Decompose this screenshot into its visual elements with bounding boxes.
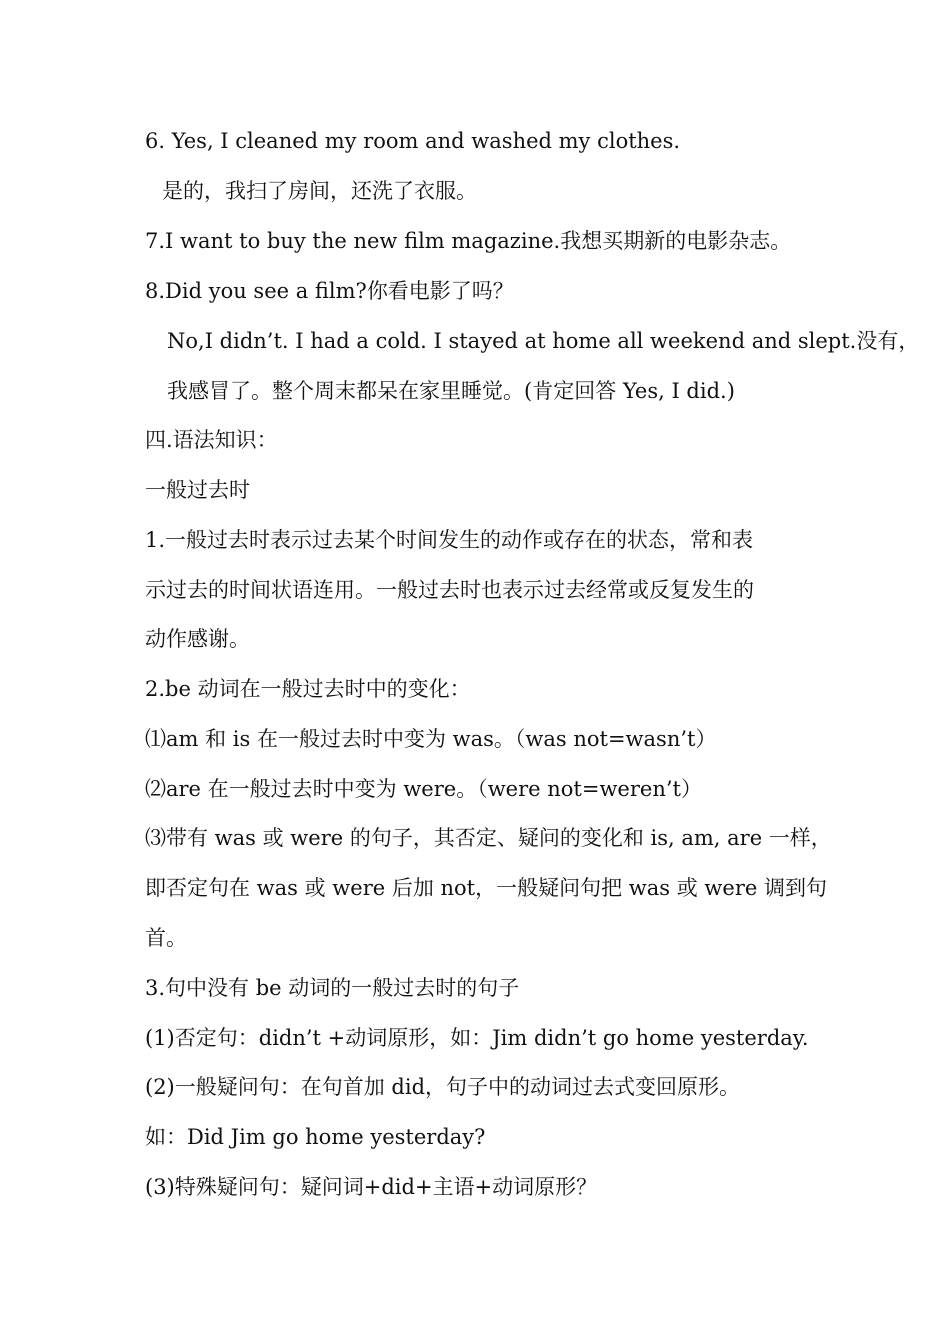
rule-general-question-example: 如：Did Jim go home yesterday? [145, 1125, 486, 1149]
paragraph-1-line-3: 动作感谢。 [145, 627, 250, 651]
line-example-8-answer: No,I didn’t. I had a cold. I stayed at home all weekend and slept.没有， [167, 329, 920, 353]
paragraph-2-heading: 2.be 动词在一般过去时中的变化： [145, 677, 471, 701]
rule-am-is: ⑴am 和 is 在一般过去时中变为 was。（was not=wasn’t） [145, 727, 717, 751]
rule-special-question: (3)特殊疑问句：疑问词+did+主语+动词原形？ [145, 1175, 598, 1199]
line-example-6-translation: 是的，我扫了房间，还洗了衣服。 [162, 179, 477, 203]
paragraph-1-line-1: 1.一般过去时表示过去某个时间发生的动作或存在的状态，常和表 [145, 528, 754, 552]
paragraph-3-heading: 3.句中没有 be 动词的一般过去时的句子 [145, 976, 520, 1000]
line-example-8: 8.Did you see a film?你看电影了吗？ [145, 279, 514, 303]
rule-was-were-line-2: 即否定句在 was 或 were 后加 not，一般疑问句把 was 或 were 调到句 [145, 876, 827, 900]
subheading-simple-past: 一般过去时 [145, 478, 250, 502]
rule-was-were-line-3: 首。 [145, 926, 187, 950]
rule-was-were-line-1: ⑶带有 was 或 were 的句子，其否定、疑问的变化和 is, am, are 一样， [145, 826, 832, 850]
rule-general-question: (2)一般疑问句：在句首加 did，句子中的动词过去式变回原形。 [145, 1075, 741, 1099]
line-example-6: 6. Yes, I cleaned my room and washed my clothes. [145, 129, 681, 153]
line-example-8-answer-cont: 我感冒了。整个周末都呆在家里睡觉。(肯定回答 Yes, I did.) [167, 379, 735, 403]
rule-are: ⑵are 在一般过去时中变为 were。（were not=weren’t） [145, 777, 702, 801]
section-heading-grammar: 四.语法知识： [145, 428, 278, 452]
line-example-7: 7.I want to buy the new film magazine.我想买期新的电影杂志。 [145, 229, 792, 253]
rule-negative: (1)否定句：didn’t +动词原形，如：Jim didn’t go home yesterday. [145, 1026, 809, 1050]
paragraph-1-line-2: 示过去的时间状语连用。一般过去时也表示过去经常或反复发生的 [145, 578, 754, 602]
